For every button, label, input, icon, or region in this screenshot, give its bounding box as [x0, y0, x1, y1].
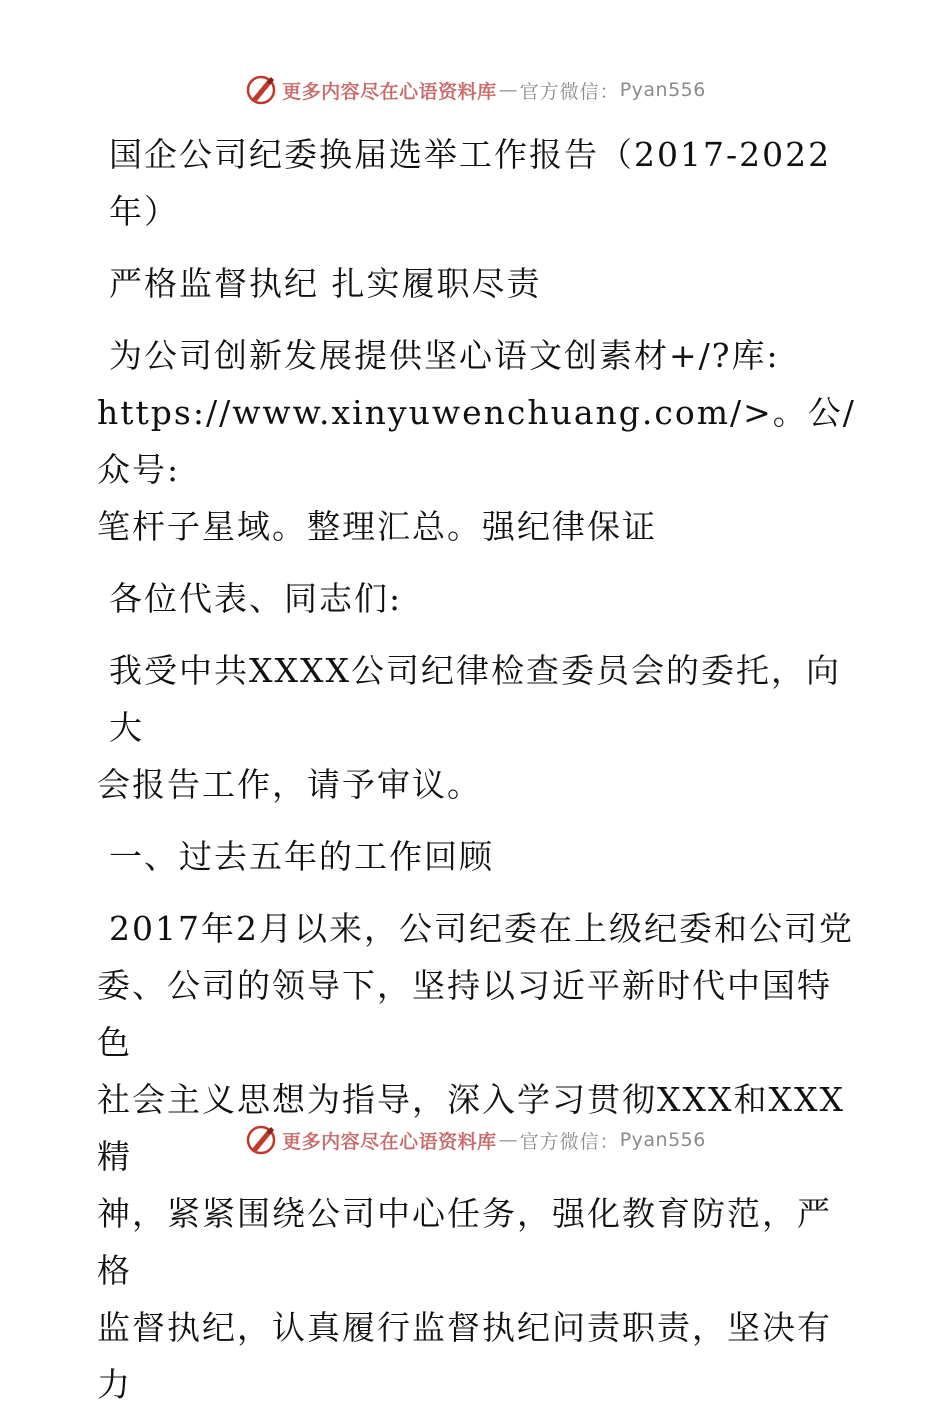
intro-line-1: 我受中共XXXX公司纪律检查委员会的委托，向大	[109, 651, 841, 747]
banner-sub-text: 官方微信：	[519, 1130, 620, 1153]
body-line-3: 社会主义思想为指导，深入学习贯彻XXX和XXX精	[97, 1080, 845, 1176]
body-line-5: 监督执纪，认真履行监督执纪问责职责，坚决有力	[97, 1308, 832, 1404]
promo-line-1: 为公司创新发展提供坚心语文创素材+/?库:	[109, 336, 780, 375]
banner-dash: —	[498, 79, 518, 101]
document-body	[97, 126, 857, 1413]
body-line-1: 2017年2月以来，公司纪委在上级纪委和公司党	[109, 909, 854, 948]
intro-line-2: 会报告工作，请予审议。	[97, 765, 482, 804]
banner-dash: —	[498, 1129, 518, 1151]
document-title: 国企公司纪委换届选举工作报告（2017-2022年）	[109, 135, 832, 231]
pen-nib-logo-icon	[244, 1123, 278, 1157]
banner-handle: Pyan556	[619, 79, 706, 101]
section-1-heading: 一、过去五年的工作回顾	[109, 837, 494, 876]
body-line-4: 神，紧紧围绕公司中心任务，强化教育防范，严格	[97, 1194, 832, 1290]
document-subtitle: 严格监督执纪 扎实履职尽责	[109, 264, 542, 303]
footer-watermark-banner	[0, 1120, 950, 1160]
banner-main-text: 更多内容尽在心语资料库	[282, 1130, 497, 1153]
salutation: 各位代表、同志们:	[109, 579, 403, 618]
body-line-2: 委、公司的领导下，坚持以习近平新时代中国特色	[97, 966, 832, 1062]
banner-main-text: 更多内容尽在心语资料库	[282, 80, 497, 103]
banner-handle: Pyan556	[619, 1129, 706, 1151]
promo-line-2: https://www.xinyuwenchuang.com/>。公/众号:	[97, 393, 856, 489]
banner-sub-text: 官方微信：	[519, 80, 620, 103]
promo-line-3: 笔杆子星域。整理汇总。强纪律保证	[97, 507, 657, 546]
pen-nib-logo-icon	[244, 73, 278, 107]
header-watermark-banner	[0, 70, 950, 110]
